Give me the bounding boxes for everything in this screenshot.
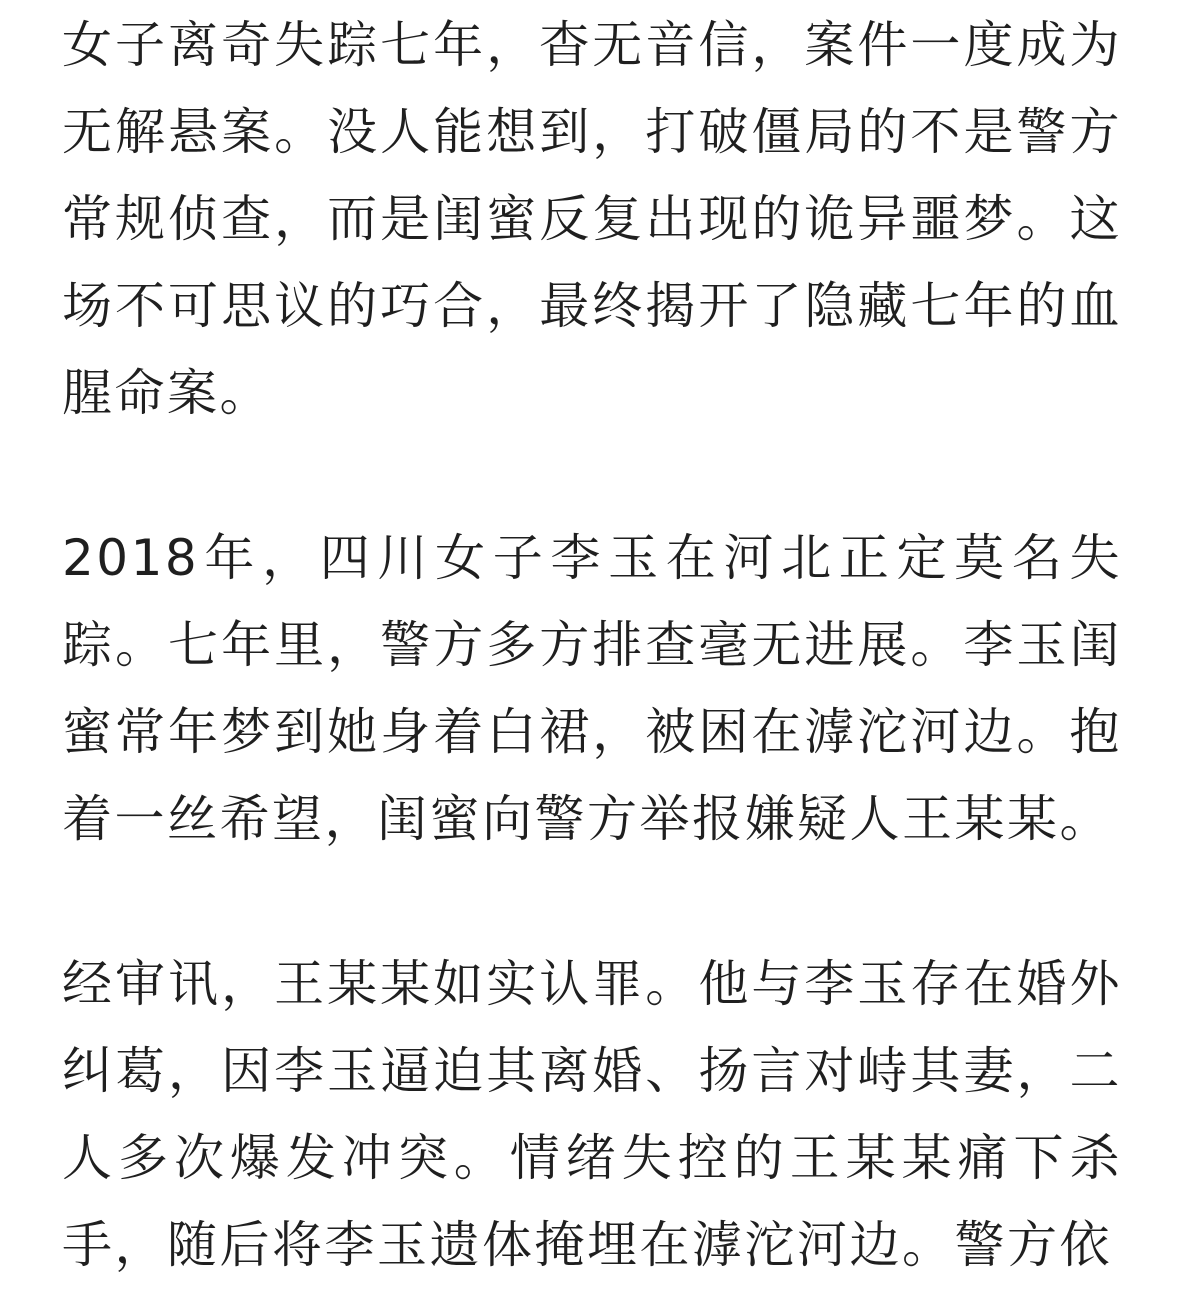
paragraph-3: 经审讯，王某某如实认罪。他与李玉存在婚外纠葛，因李玉逼迫其离婚、扬言对峙其妻，二人多次爆发冲突。情绪失控的王某某痛下杀手，随后将李玉遗体掩埋在滹沱河边。警方依 [62, 955, 1122, 1274]
paragraph-2: 2018年，四川女子李玉在河北正定莫名失踪。七年里，警方多方排查毫无进展。李玉闺蜜常年梦到她身着白裙，被困在滹沱河边。抱着一丝希望，闺蜜向警方举报嫌疑人王某某。 [62, 529, 1122, 848]
article-body [62, 0, 1122, 1289]
paragraph-1: 女子离奇失踪七年，杳无音信，案件一度成为无解悬案。没人能想到，打破僵局的不是警方常规侦查，而是闺蜜反复出现的诡异噩梦。这场不可思议的巧合，最终揭开了隐藏七年的血腥命案。 [62, 16, 1122, 422]
